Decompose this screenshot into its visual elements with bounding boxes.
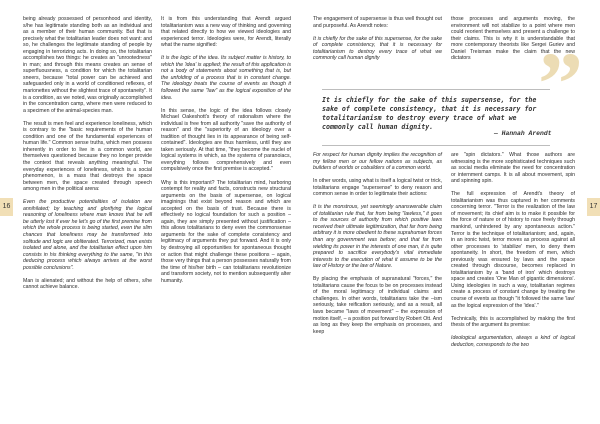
left-page-column-1 (23, 16, 152, 297)
paragraph: Technically, this is accomplished by making the first thesis of the argument its premise: (451, 315, 575, 329)
right-page-column-2 (451, 152, 575, 355)
page-number-tab-left (0, 198, 13, 216)
quotation-mark: ” (538, 35, 583, 134)
paragraph: those processes and arguments moving, the environment will not stabilize to a point where men could reorient themselves and present a challenge to their claims. This is why it is understandable that more contemporary theorists like Sergei Guriev and Daniel Treisman make the claim that the new dictators (451, 16, 575, 62)
pull-quote-rule-bottom (322, 145, 550, 146)
paragraph: In this sense, the logic of the idea follows closely Michael Oakeshott's theory of rationalism where the individual is free from all authority "save the authority of reason" and the "superiority of an ideology over a tradition of thought lies in its appearance of being self-contained". Ideologies are thus harmless, until they are taken seriously. At that time, "they become the nuclei of logical systems in which, as the systems of paranoiacs, everything follows comprehensively and even compulsively once the first premise is accepted." (161, 107, 291, 173)
paragraph: being already possessed of personhood and identity, s/he has legitimate standing both as an individual and as a member of their human community. But that is precisely what the totalitarian leader does not want: and so, he challenges the legitimate standing of people by engaging in terrorizing acts. In doing so, the totalitarian accomplishes two things: he creates an "unrootedness" in man; and through this means creates an sense of superfluousness, a condition for which the totalitarian sneers, because "total power can be achieved and safeguarded only in a world of conditioned reflexes, of marionettes without the slightest trace of spontaneity". It is a condition, as we noted, was originally accomplished in the concentration camp, where men were reduced to a specimen of the animal-species man. (23, 16, 152, 114)
right-page-column-1 (313, 152, 442, 342)
pull-quote-rule-top (322, 89, 550, 90)
paragraph: Why is this important? The totalitarian mind, harboring contempt for reality and facts, constructs new structural arguments on the basis of supersense, on logical imaginings that exist beyond reason and which are accepted on the basis of trust. Because there is effectively no logical foundation for such a position – again, they are simply presented without justification – this allows totalitarians to deny even the commonsense arguments for the sake of complete consistency and legitimacy of arguments they put forward. And it is only by destroying all opportunities for spontaneous thought or action that might challenge these positions – again, those very things that a person possesses naturally from the time of his/her birth – can totalitarians revolutionize and transform society, not to mention subsequently alter humanity. (161, 179, 291, 284)
paragraph: It is chiefly for the sake of this supersense, for the sake of complete consistency, that it is necessary for totalitarianism to destroy every trace of what we commonly call human dignity (313, 35, 442, 62)
paragraph: Even the productive potentialities of isolation are annihilated; by teaching and glorifying the logical reasoning of loneliness where man knows that he will be utterly lost if ever he let's go of the first premise from which the whole process is being started, even the slim chances that loneliness may be transformed into solitude and logic are obliterated. Terrorized, man exists isolated and alone, and the totalitarian effect upon him consists in his thinking everything to the same, "in this deducing process which always arrives at the worst possible conclusions". (23, 199, 152, 271)
right-page-intro-column-1 (313, 16, 442, 68)
left-page-column-2 (161, 16, 291, 291)
paragraph: are "spin dictators." What those authors are witnessing is the more sophisticated techniques such as social media eliminate the need for concentration or internment camps. It is all about movement, spin and spinning spin. (451, 152, 575, 185)
page-number-tab-right (587, 198, 600, 216)
page-number-left: 16 (2, 203, 11, 210)
paragraph: The full expression of Arendt's theory of totalitarianism was thus captured in her comments concerning terror. "Terror is the realization of the law of movement; its chief aim is to make it possible for the force of nature or of history to race freely through mankind, unhindered by any spontaneous action." Terror is the technique of totalitarianism; and, again, in an ironic twist, terror moves as process against all other processes to 'stabilize' men, to deny them spontaneity. In short, the freedom of men, which previously was ensured by laws and the space created through discourse, becomes replaced in totalitarianism by a 'band of iron' which destroys space and creates 'One Man of gigantic dimensions'. Using ideologies in such a way, totalitarian regimes create a process of constant change by treating the course of events as though "it followed the same 'law' as the logical expression of the 'idea'." (451, 191, 575, 309)
paragraph: The result is men feel and experience loneliness, which is contrary to the "basic requirements of the human condition and one of the fundamental experiences of human life." Common sense truths, which men possess inherently in order to live in a common world, are themselves questioned because they no longer provide the context that reveals anything meaningful. The everyday experiences of loneliness, which is a social phenomenon, is a mass that destroys the space between men, the space created through speech among men in the political arena: (23, 120, 152, 193)
page-number-right: 17 (589, 203, 598, 210)
pull-quote-text: It is chiefly for the sake of this supersense, for the sake of complete consistency, that it is necessary for totalitarianism to destroy every trace of what we commonly call human dignity. (322, 96, 537, 131)
paragraph: Man is alienated; and without the help of others, s/he cannot achieve balance. (23, 277, 152, 291)
paragraph: It is the monstrous, yet seemingly unanswerable claim of totalitarian rule that, far from being "lawless," it goes to the sources of authority from which positive laws received their ultimate legitimization, that far from being arbitrary it is more obedient to these suprahuman forces than any government was before; and that far from wielding its power in the interests of one man, it is quite prepared to sacrifice everybody's vital immediate interests to the execution of what it assume to be the law of History or the law of Nature. (313, 204, 442, 270)
pull-quote-author: — Hannah Arendt (494, 130, 552, 137)
paragraph: By placing the emphasis of supranatural "forces," the totalitarians cause the focus to be on processes instead of the moral legitimacy of individual claims and challenges. In other words, totalitarians take the –ism seriously, take reification seriously, and as a result, all laws became "laws of movement" – the expression of motion itself, – a position put forward by Robert Ott. And as long as they keep the emphasis on processes, and keep (313, 276, 442, 335)
paragraph: For respect for human dignity implies the recognition of my fellow men or our fellow nations as subjects, as builders of worlds or cobuilders of a common world. (313, 152, 442, 172)
paragraph: Ideological argumentation, always a kind of logical deduction, corresponds to the two (451, 335, 575, 348)
paragraph: It is the logic of the idea. Its subject matter is history, to which the 'idea' is applied; the result of this application is not a body of statements about something that is, but the unfolding of a process that is in constant change. The ideology treats the course of events as though it followed the same "law" as the logical exposition of the idea. (161, 55, 291, 101)
paragraph: It is from this understanding that Arendt argued totalitarianism was a new way of thinking and governing that related directly to how we viewed ideologies and experienced terror. Ideologies were, for Arendt, literally what the name signified: (161, 16, 291, 49)
paragraph: The engagement of supersense is thus well thought out and purposeful. As Arendt notes: (313, 16, 442, 29)
paragraph: In other words, using what is itself a logical twist or trick, totalitarians engage "supersense" to deny reason and common sense in order to legitimate their actions: (313, 178, 442, 198)
